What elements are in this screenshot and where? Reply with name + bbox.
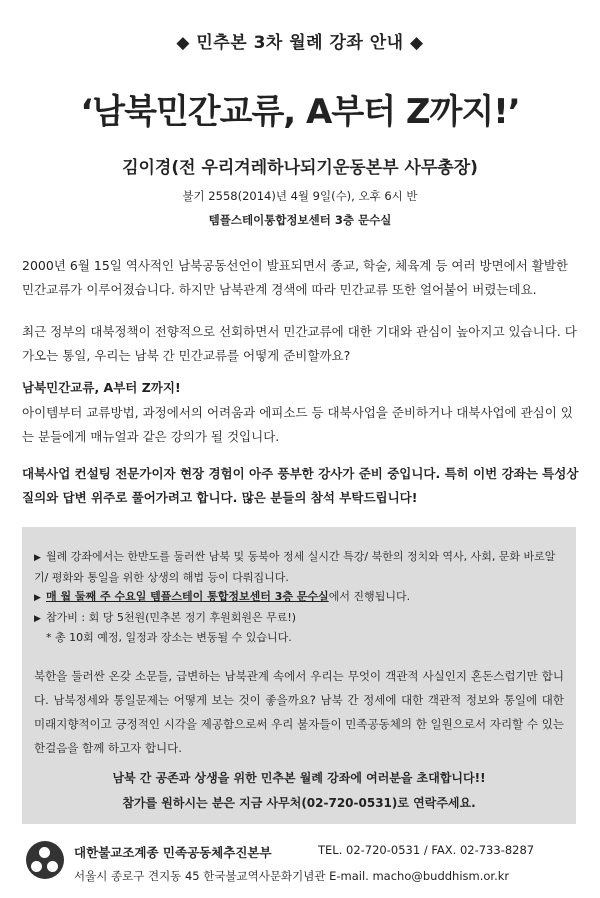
- bullet-text: 에서 진행됩니다.: [328, 590, 411, 603]
- speaker-info: 김이경(전 우리겨레하나되기운동본부 사무총장): [122, 158, 478, 178]
- lecture-title: ‘남북민간교류, A부터 Z까지!’: [80, 92, 520, 132]
- content-paragraph: 아이템부터 교류방법, 과정에서의 어려움과 에피소드 등 대북사업을 준비하거나 대북사업에 관심이 있는 분들에게 매뉴얼과 같은 강의가 될 것입니다.: [22, 405, 573, 444]
- schedule-highlight: 매 월 둘째 주 수요일 템플스테이 통합정보센터 3층 문수실: [46, 590, 329, 603]
- triangle-bullet-icon: ▶: [34, 593, 41, 603]
- lecture-date: 불기 2558(2014)년 4월 9일(수), 오후 6시 반: [182, 189, 418, 203]
- bullet-item: [34, 608, 569, 629]
- triangle-bullet-icon: ▶: [34, 614, 41, 624]
- schedule-note: * 총 10회 예정, 일정과 장소는 변동될 수 있습니다.: [46, 631, 292, 644]
- bullet-item: [34, 547, 569, 588]
- invitation-line: 남북 간 공존과 상생을 위한 민추본 월례 강좌에 여러분을 초대합니다!!: [112, 771, 486, 785]
- closing-paragraph: 북한을 둘러싼 온갖 소문들, 급변하는 남북관계 속에서 우리는 무엇이 객관적 사실인지 혼돈스럽기만 합니다. 남북정세와 통일문제는 어떻게 보는 것이 좋을까요? 남북 간 정세에 대한 객관적 정보와 통일에 대한 미래지향적이고 긍정적인 시각을 제공함으로써 우리 불자들이 민족공동체의 한 일원으로서 자리할 수 있는 한걸음을 함께 하고자 합니다.: [34, 669, 564, 755]
- intro-paragraph: 2000년 6월 15일 역사적인 남북공동선언이 발표되면서 종교, 학술, 체육계 등 여러 방면에서 활발한 민간교류가 이루어졌습니다. 하지만 남북관계 경색에 따라 민간교류 또한 얼어붙어 버렸는데요.: [22, 258, 568, 297]
- bullet-text: 월례 강좌에서는 한반도를 둘러싼 남북 및 동북아 정세 실시간 특강/ 북한의 정치와 역사, 사회, 문화 바로알기/ 평화와 통일을 위한 상생의 해법 등이 다뤄집니다.: [34, 550, 556, 584]
- triangle-bullet-icon: ▶: [34, 553, 41, 563]
- contact-line: 참가를 원하시는 분은 지금 사무처(02-720-0531)로 연락주세요.: [122, 796, 476, 810]
- organization-name: 대한불교조계종 민족공동체추진본부: [74, 845, 272, 860]
- jogye-logo-icon: [26, 841, 64, 879]
- bullet-text: 참가비 : 회 당 5천원(민추본 정기 후원회원은 무료!): [46, 611, 297, 624]
- address-info: 서울시 종로구 견지동 45 한국불교역사문화기념관 E-mail. macho@buddhism.or.kr: [74, 869, 510, 883]
- bullet-item: [34, 587, 569, 608]
- lecture-venue: 템플스테이통합정보센터 3층 문수실: [208, 213, 392, 227]
- instructor-paragraph: 대북사업 컨설팅 전문가이자 현장 경험이 아주 풍부한 강사가 준비 중입니다. 특히 이번 강좌는 특성상 질의와 답변 위주로 풀어가려고 합니다. 많은 분들의 참석 부탁드립니다!: [22, 466, 579, 505]
- notice-header: ◆ 민추본 3차 월례 강좌 안내 ◆: [176, 33, 424, 53]
- policy-paragraph: 최근 정부의 대북정책이 전향적으로 선회하면서 민간교류에 대한 기대와 관심이 높아지고 있습니다. 다가오는 통일, 우리는 남북 간 민간교류를 어떻게 준비할까요?: [22, 324, 577, 363]
- lecture-subtitle: 남북민간교류, A부터 Z까지!: [22, 380, 181, 395]
- contact-info: TEL. 02-720-0531 / FAX. 02-733-8287: [318, 843, 535, 857]
